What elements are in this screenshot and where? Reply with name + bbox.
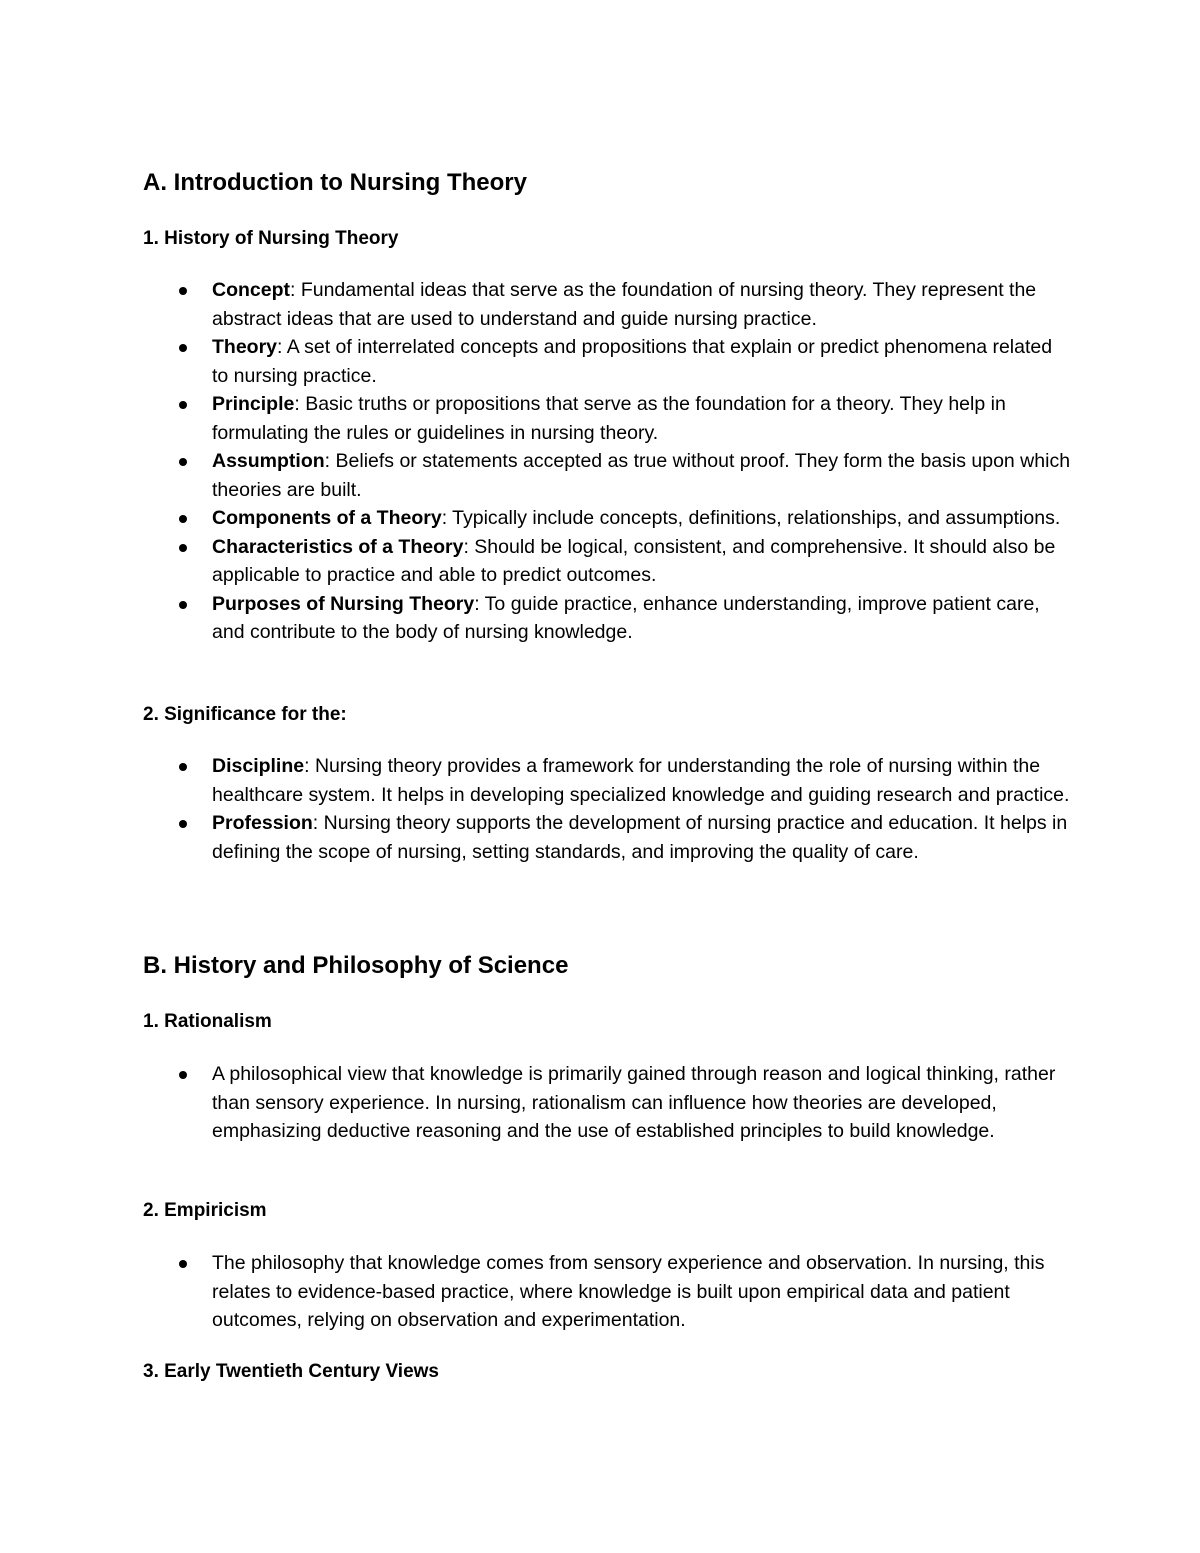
list-item <box>143 1060 1073 1146</box>
definition: : Basic truths or propositions that serve as the foundation for a theory. They help in formulating the rules or guidelines in nursing theory. <box>212 393 1006 444</box>
definition: : Should be logical, consistent, and comprehensive. It should also be applicable to practice and able to predict outcomes. <box>212 535 1056 586</box>
definition: : Nursing theory supports the development of nursing practice and education. It helps in defining the scope of nursing, setting standards, and improving the quality of care. <box>212 812 1068 863</box>
bullet-icon <box>179 601 187 609</box>
list-item <box>143 590 1073 647</box>
bullet-list <box>143 752 1073 866</box>
definition: : A set of interrelated concepts and propositions that explain or predict phenomena related to nursing practice. <box>212 336 1053 387</box>
bullet-icon <box>179 820 187 828</box>
term: Assumption <box>212 450 325 472</box>
term: Concept <box>212 279 290 301</box>
bullet-icon <box>179 458 187 466</box>
section-title: A. Introduction to Nursing Theory <box>143 169 527 196</box>
subsection-title: 1. History of Nursing Theory <box>143 228 399 249</box>
bullet-icon <box>179 763 187 771</box>
list-item <box>143 752 1073 809</box>
definition: : Fundamental ideas that serve as the foundation of nursing theory. They represent the abstract ideas that are used to understand and guide nursing practice. <box>212 279 1037 330</box>
list-item <box>143 1249 1073 1335</box>
definition: : Nursing theory provides a framework for understanding the role of nursing within the healthcare system. It helps in developing specialized knowledge and guiding research and practice. <box>212 755 1070 806</box>
list-item <box>143 390 1073 447</box>
term: Discipline <box>212 755 305 777</box>
subsection-title: 2. Significance for the: <box>143 704 347 725</box>
section-title: B. History and Philosophy of Science <box>143 952 569 979</box>
list-item <box>143 447 1073 504</box>
bullet-list <box>143 1249 1073 1335</box>
term: Characteristics of a Theory <box>212 535 464 558</box>
bullet-icon <box>179 401 187 409</box>
definition: : To guide practice, enhance understanding, improve patient care, and contribute to the body of nursing knowledge. <box>212 592 1040 643</box>
term: Profession <box>212 812 313 834</box>
bullet-icon <box>179 1071 187 1079</box>
term: Principle <box>212 393 295 415</box>
list-item <box>143 809 1073 866</box>
bullet-list <box>143 1060 1073 1146</box>
list-item <box>143 533 1073 590</box>
bullet-icon <box>179 515 187 523</box>
subsection-title: 1. Rationalism <box>143 1011 272 1032</box>
list-item <box>143 276 1073 333</box>
list-item <box>143 333 1073 390</box>
bullet-list <box>143 276 1073 647</box>
term: Purposes of Nursing Theory <box>212 592 475 615</box>
paragraph-text: A philosophical view that knowledge is primarily gained through reason and logical thinking, rather than sensory experience. In nursing, rationalism can influence how theories are developed, emphasizing deductive reasoning and the use of established principles to build knowledge. <box>212 1063 1056 1142</box>
paragraph-text: The philosophy that knowledge comes from sensory experience and observation. In nursing, this relates to evidence-based practice, where knowledge is built upon empirical data and patient outcomes, relying on observation and experimentation. <box>212 1252 1045 1331</box>
definition: : Typically include concepts, definitions, relationships, and assumptions. <box>441 507 1061 529</box>
term: Components of a Theory <box>212 507 442 529</box>
definition: : Beliefs or statements accepted as true without proof. They form the basis upon which theories are built. <box>212 450 1071 501</box>
subsection-title: 3. Early Twentieth Century Views <box>143 1361 440 1382</box>
list-item <box>143 504 1073 533</box>
bullet-icon <box>179 1260 187 1268</box>
bullet-icon <box>179 544 187 552</box>
subsection-title: 2. Empiricism <box>143 1200 267 1221</box>
bullet-icon <box>179 287 187 295</box>
term: Theory <box>212 336 278 358</box>
bullet-icon <box>179 344 187 352</box>
